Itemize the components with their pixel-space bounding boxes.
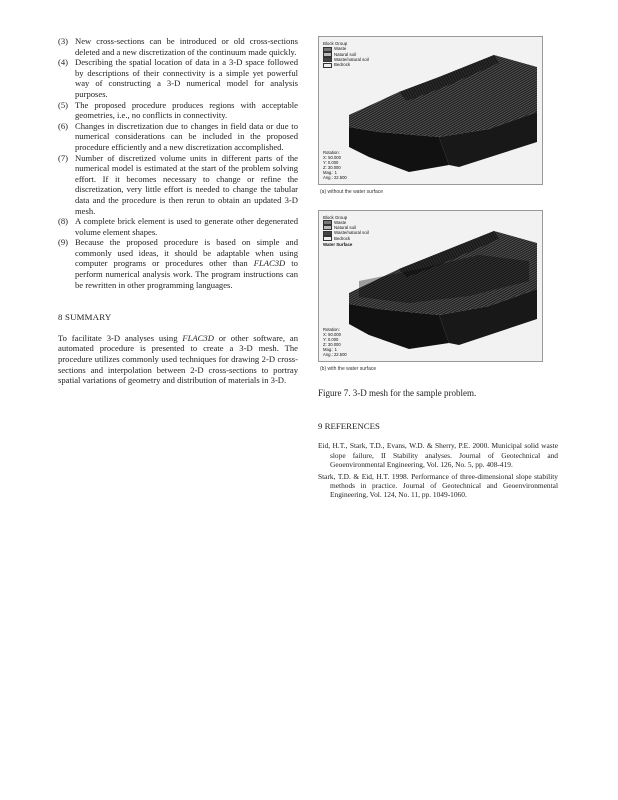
figure-panel-b xyxy=(318,210,543,362)
summary-heading: 8 SUMMARY xyxy=(58,312,112,323)
subcaption-a: (a) without the water surface xyxy=(320,189,384,195)
subcaption-b: (b) with the water surface xyxy=(320,365,377,372)
view-info-a: Rotation: X: 50.000 Y: 0.000 Z: 30.000 Mag.: 1 Ang.: 22.500 xyxy=(323,150,347,180)
left-column xyxy=(58,36,298,386)
right-column xyxy=(318,36,558,503)
list-item: (6) Changes in discretization due to changes in field data or due to numerical considerations can be included in the proposed procedure efficiently and a new discretization accomplished. xyxy=(58,120,298,152)
advantages-list xyxy=(58,36,298,290)
view-info-b: Rotation: X: 50.000 Y: 0.000 Z: 30.000 Mag.: 1 Ang.: 22.500 xyxy=(323,326,347,357)
reference-item: Eid, H.T., Stark, T.D., Evans, W.D. & Sherry, P.E. 2000. Municipal solid waste slope failure, II Stability analyses. Journal of Geotechnical and Geoenvironmental Engineering, Vol. 126, No. 5, pp. 408-419. xyxy=(318,441,558,469)
list-item: (7) Number of discretized volume units in different parts of the numerical model is estimated at the start of the problem solving effort. If it becomes necessary to change or refine the discretization, very little effort is needed to change the tabular data and the procedure is then rerun to obtain an updated 3-D mesh. xyxy=(58,152,298,216)
references-heading: 9 REFERENCES xyxy=(318,420,380,431)
summary-paragraph: To facilitate 3-D analyses using FLAC3D or other software, an automated procedure is presented to create a 3-D mesh. The procedure utilizes commonly used techniques for drawing 2-D cross-sections and interpolation between 2-D cross-sections to portray spatial variations of geometry and distribution of materials in 3-D. xyxy=(58,332,298,386)
list-item: (9) Because the proposed procedure is based on simple and commonly used ideas, it should be adaptable when using computer programs or procedures other than FLAC3D to perform numerical analysis work. The program instructions can be rewritten in other programming languages. xyxy=(58,237,298,290)
legend-a: Block Group Waste Natural soil Waste/natural soil Bedrock xyxy=(323,41,369,68)
reference-item: Stark, T.D. & Eid, H.T. 1998. Performance of three-dimensional slope stability methods in practice. Journal of Geotechnical and Geoenvironmental Engineering, Vol. 124, No. 11, pp. 1049-1060. xyxy=(318,471,558,500)
figure-caption: Figure 7. 3-D mesh for the sample problem. xyxy=(318,388,477,399)
list-item: (3) New cross-sections can be introduced or old cross-sections deleted and a new discretization of the continuum made quickly. xyxy=(58,36,298,57)
list-item: (4) Describing the spatial location of data in a 3-D space followed by descriptions of their connectivity is a simple yet powerful way of constructing a 3-D numerical model for analysis purposes. xyxy=(58,57,298,99)
legend-b: Block Group Waste Natural soil Waste/natural soil Bedrock Water Surface xyxy=(323,214,369,248)
figure-panel-a xyxy=(318,36,543,185)
list-item: (8) A complete brick element is used to generate other degenerated volume element shapes. xyxy=(58,216,298,237)
list-item: (5) The proposed procedure produces regions with acceptable geometries, i.e., no conflicts in connectivity. xyxy=(58,99,298,121)
